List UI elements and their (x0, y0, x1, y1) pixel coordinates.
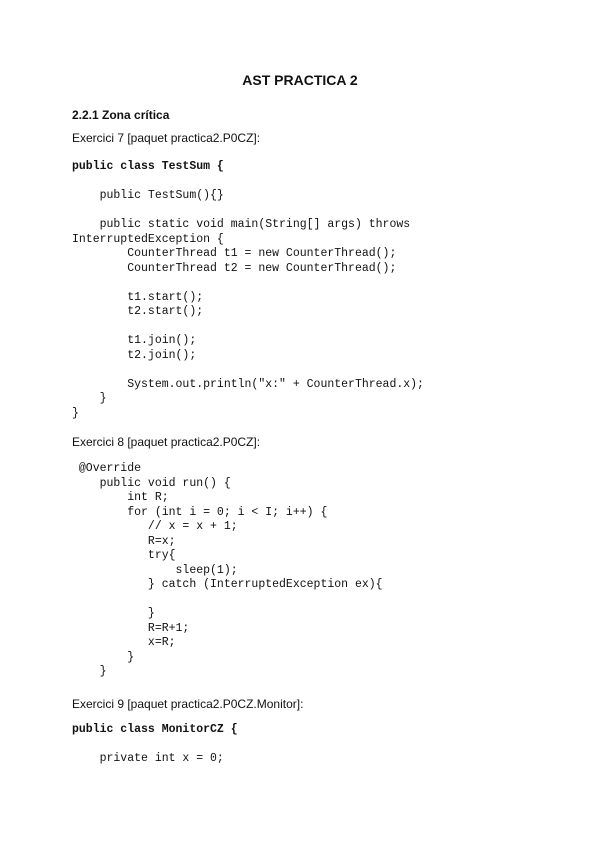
code-line: } (72, 406, 79, 420)
exercise-9-caption: Exercici 9 [paquet practica2.P0CZ.Monitor]: (72, 697, 304, 711)
code-line: R=x; (72, 534, 176, 548)
exercise-8-caption: Exercici 8 [paquet practica2.P0CZ]: (72, 435, 261, 449)
code-block-exercise-9 (72, 723, 238, 767)
section-heading: 2.2.1 Zona crítica (72, 108, 170, 122)
code-line: for (int i = 0; i < I; i++) { (72, 505, 328, 519)
code-line: } (72, 392, 107, 405)
code-line (72, 204, 424, 219)
code-line (72, 320, 424, 335)
code-line: // x = x + 1; (72, 520, 238, 533)
code-line: System.out.println("x:" + CounterThread.x); (72, 377, 424, 391)
code-line: t2.start(); (72, 305, 204, 318)
code-line: CounterThread t1 = new CounterThread(); (72, 247, 397, 260)
code-line: public static void main(String[] args) throws (72, 218, 411, 231)
code-line: try{ (72, 549, 176, 562)
code-line: public void run() { (72, 476, 231, 490)
code-line (72, 175, 424, 190)
code-line: public class TestSum { (72, 160, 224, 173)
code-line: t2.join(); (72, 348, 197, 362)
document-title: AST PRACTICA 2 (242, 72, 358, 88)
code-line: public class MonitorCZ { (72, 723, 238, 736)
code-line (72, 276, 424, 291)
code-line: t1.start(); (72, 290, 204, 304)
code-line: CounterThread t2 = new CounterThread(); (72, 261, 397, 275)
exercise-7-caption: Exercici 7 [paquet practica2.P0CZ]: (72, 131, 261, 145)
code-line: } (72, 607, 155, 620)
code-line: } (72, 650, 135, 664)
code-line: } catch (InterruptedException ex){ (72, 578, 383, 591)
code-line: private int x = 0; (72, 752, 224, 765)
code-line (72, 593, 383, 608)
code-line (72, 738, 238, 753)
code-line: t1.join(); (72, 334, 197, 347)
code-line (72, 363, 424, 378)
code-line: public TestSum(){} (72, 189, 224, 202)
code-block-exercise-8 (72, 462, 383, 680)
code-line: @Override (72, 462, 142, 475)
code-line: R=R+1; (72, 621, 190, 635)
code-line: int R; (72, 491, 169, 504)
code-block-exercise-7 (72, 160, 424, 421)
code-line: x=R; (72, 636, 176, 649)
code-line: sleep(1); (72, 563, 238, 577)
code-line: InterruptedException { (72, 232, 224, 246)
code-line: } (72, 665, 107, 678)
